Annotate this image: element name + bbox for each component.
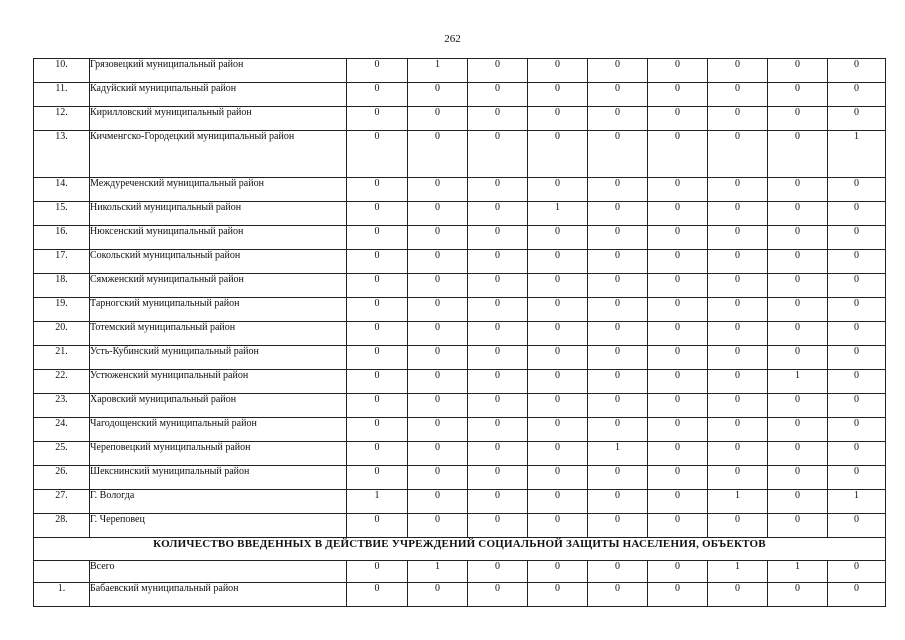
- value-cell: 0: [828, 322, 886, 346]
- value-cell: 0: [347, 322, 408, 346]
- value-cell: 0: [408, 394, 468, 418]
- value-cell: 0: [468, 178, 528, 202]
- district-name: Никольский муниципальный район: [90, 202, 347, 226]
- value-cell: 0: [528, 583, 588, 607]
- value-cell: 0: [528, 107, 588, 131]
- value-cell: 0: [347, 298, 408, 322]
- value-cell: 0: [347, 370, 408, 394]
- value-cell: 0: [828, 583, 886, 607]
- row-number: 1.: [34, 583, 90, 607]
- value-cell: 0: [468, 226, 528, 250]
- value-cell: 0: [408, 107, 468, 131]
- section-title: КОЛИЧЕСТВО ВВЕДЕННЫХ В ДЕЙСТВИЕ УЧРЕЖДЕНИЙ СОЦИАЛЬНОЙ ЗАЩИТЫ НАСЕЛЕНИЯ, ОБЪЕКТОВ: [34, 538, 886, 561]
- value-cell: 0: [408, 298, 468, 322]
- row-number: 27.: [34, 490, 90, 514]
- value-cell: 0: [588, 178, 648, 202]
- page-number: 262: [444, 33, 461, 45]
- value-cell: 0: [648, 561, 708, 583]
- value-cell: 0: [347, 346, 408, 370]
- value-cell: 1: [708, 561, 768, 583]
- value-cell: 0: [408, 322, 468, 346]
- value-cell: 0: [768, 583, 828, 607]
- value-cell: 0: [528, 370, 588, 394]
- value-cell: 0: [347, 59, 408, 83]
- value-cell: 0: [648, 202, 708, 226]
- table-row: [34, 274, 886, 298]
- value-cell: 0: [588, 561, 648, 583]
- row-number: 28.: [34, 514, 90, 538]
- value-cell: 0: [347, 202, 408, 226]
- table-row: [34, 561, 886, 583]
- district-name: Сокольский муниципальный район: [90, 250, 347, 274]
- table-row: [34, 322, 886, 346]
- value-cell: 0: [588, 250, 648, 274]
- value-cell: 0: [768, 418, 828, 442]
- table-row: [34, 346, 886, 370]
- value-cell: 0: [408, 178, 468, 202]
- value-cell: 0: [468, 202, 528, 226]
- value-cell: 0: [768, 466, 828, 490]
- value-cell: 0: [468, 83, 528, 107]
- table-row: [34, 107, 886, 131]
- value-cell: 0: [588, 107, 648, 131]
- value-cell: 0: [408, 442, 468, 466]
- value-cell: 0: [588, 346, 648, 370]
- row-number: 21.: [34, 346, 90, 370]
- value-cell: 0: [468, 394, 528, 418]
- district-name: Харовский муниципальный район: [90, 394, 347, 418]
- value-cell: 0: [648, 394, 708, 418]
- value-cell: 0: [468, 514, 528, 538]
- value-cell: 0: [828, 418, 886, 442]
- table-row: [34, 131, 886, 178]
- district-name: Чагодощенский муниципальный район: [90, 418, 347, 442]
- value-cell: 0: [468, 274, 528, 298]
- value-cell: 0: [347, 83, 408, 107]
- value-cell: 0: [648, 583, 708, 607]
- value-cell: 0: [708, 274, 768, 298]
- district-name: Г. Вологда: [90, 490, 347, 514]
- value-cell: 0: [648, 83, 708, 107]
- value-cell: 0: [528, 561, 588, 583]
- table-row: [34, 178, 886, 202]
- value-cell: 0: [708, 178, 768, 202]
- value-cell: 0: [768, 490, 828, 514]
- value-cell: 0: [828, 107, 886, 131]
- table-row: [34, 583, 886, 607]
- value-cell: 0: [528, 226, 588, 250]
- value-cell: 0: [708, 370, 768, 394]
- value-cell: 0: [468, 131, 528, 178]
- value-cell: 0: [648, 418, 708, 442]
- value-cell: 0: [588, 370, 648, 394]
- table-row: [34, 298, 886, 322]
- value-cell: 0: [528, 178, 588, 202]
- value-cell: 0: [588, 131, 648, 178]
- value-cell: 0: [648, 322, 708, 346]
- value-cell: 0: [528, 131, 588, 178]
- value-cell: 0: [408, 202, 468, 226]
- row-number: 25.: [34, 442, 90, 466]
- value-cell: 0: [708, 298, 768, 322]
- value-cell: 0: [648, 131, 708, 178]
- value-cell: 0: [408, 514, 468, 538]
- value-cell: 0: [468, 370, 528, 394]
- value-cell: 0: [768, 394, 828, 418]
- value-cell: 0: [828, 346, 886, 370]
- row-number: 24.: [34, 418, 90, 442]
- value-cell: 0: [708, 107, 768, 131]
- statistics-table: [33, 58, 886, 607]
- district-name: Тотемский муниципальный район: [90, 322, 347, 346]
- value-cell: 0: [708, 394, 768, 418]
- value-cell: 0: [347, 250, 408, 274]
- value-cell: 0: [768, 250, 828, 274]
- value-cell: 0: [588, 202, 648, 226]
- value-cell: 0: [528, 83, 588, 107]
- table-row: [34, 490, 886, 514]
- district-name: Кичменгско-Городецкий муниципальный район: [90, 131, 347, 178]
- value-cell: 0: [528, 394, 588, 418]
- table-row: [34, 226, 886, 250]
- district-name: Кирилловский муниципальный район: [90, 107, 347, 131]
- value-cell: 0: [468, 466, 528, 490]
- district-name: Нюксенский муниципальный район: [90, 226, 347, 250]
- value-cell: 0: [648, 226, 708, 250]
- row-number: 15.: [34, 202, 90, 226]
- value-cell: 0: [648, 346, 708, 370]
- value-cell: 0: [468, 298, 528, 322]
- row-number: 26.: [34, 466, 90, 490]
- value-cell: 1: [828, 131, 886, 178]
- value-cell: 0: [347, 178, 408, 202]
- value-cell: 0: [708, 322, 768, 346]
- value-cell: 0: [528, 466, 588, 490]
- value-cell: 0: [708, 131, 768, 178]
- value-cell: 1: [528, 202, 588, 226]
- value-cell: 0: [347, 418, 408, 442]
- value-cell: 0: [468, 346, 528, 370]
- value-cell: 0: [648, 250, 708, 274]
- value-cell: 0: [708, 59, 768, 83]
- value-cell: 0: [588, 298, 648, 322]
- value-cell: 0: [648, 466, 708, 490]
- district-name: Междуреченский муниципальный район: [90, 178, 347, 202]
- value-cell: 0: [588, 83, 648, 107]
- value-cell: 0: [347, 466, 408, 490]
- value-cell: 0: [468, 561, 528, 583]
- value-cell: 0: [648, 298, 708, 322]
- value-cell: 0: [528, 442, 588, 466]
- value-cell: 0: [708, 418, 768, 442]
- value-cell: 0: [468, 107, 528, 131]
- value-cell: 1: [408, 59, 468, 83]
- district-name: Сямженский муниципальный район: [90, 274, 347, 298]
- value-cell: 0: [588, 226, 648, 250]
- table-row: [34, 394, 886, 418]
- value-cell: 0: [708, 83, 768, 107]
- district-name: Устюженский муниципальный район: [90, 370, 347, 394]
- table-body: [34, 59, 886, 607]
- district-name: Грязовецкий муниципальный район: [90, 59, 347, 83]
- value-cell: 0: [347, 394, 408, 418]
- row-number: 11.: [34, 83, 90, 107]
- value-cell: 0: [408, 346, 468, 370]
- value-cell: 0: [347, 442, 408, 466]
- value-cell: 0: [648, 370, 708, 394]
- value-cell: 0: [408, 226, 468, 250]
- value-cell: 0: [708, 346, 768, 370]
- value-cell: 0: [588, 490, 648, 514]
- value-cell: 0: [648, 514, 708, 538]
- value-cell: 0: [768, 83, 828, 107]
- value-cell: 0: [648, 490, 708, 514]
- value-cell: 0: [768, 442, 828, 466]
- value-cell: 0: [347, 131, 408, 178]
- value-cell: 0: [828, 250, 886, 274]
- value-cell: 0: [408, 583, 468, 607]
- row-number: 22.: [34, 370, 90, 394]
- value-cell: 0: [528, 418, 588, 442]
- value-cell: 1: [828, 490, 886, 514]
- value-cell: 0: [528, 59, 588, 83]
- value-cell: 0: [708, 250, 768, 274]
- value-cell: 0: [408, 490, 468, 514]
- row-number: 14.: [34, 178, 90, 202]
- value-cell: 0: [768, 178, 828, 202]
- value-cell: 0: [768, 202, 828, 226]
- value-cell: 0: [828, 466, 886, 490]
- row-number: 18.: [34, 274, 90, 298]
- value-cell: 0: [347, 583, 408, 607]
- value-cell: 0: [528, 514, 588, 538]
- value-cell: 0: [588, 274, 648, 298]
- district-name: Бабаевский муниципальный район: [90, 583, 347, 607]
- value-cell: 0: [768, 322, 828, 346]
- value-cell: 1: [768, 370, 828, 394]
- value-cell: 0: [768, 131, 828, 178]
- value-cell: 0: [347, 107, 408, 131]
- value-cell: 0: [588, 394, 648, 418]
- district-name: Кадуйский муниципальный район: [90, 83, 347, 107]
- value-cell: 0: [588, 59, 648, 83]
- value-cell: 0: [528, 346, 588, 370]
- value-cell: 0: [648, 107, 708, 131]
- value-cell: 0: [468, 322, 528, 346]
- value-cell: 0: [768, 107, 828, 131]
- value-cell: 1: [347, 490, 408, 514]
- row-number: 19.: [34, 298, 90, 322]
- row-number: 20.: [34, 322, 90, 346]
- district-name: Череповецкий муниципальный район: [90, 442, 347, 466]
- value-cell: 0: [828, 202, 886, 226]
- value-cell: 0: [828, 370, 886, 394]
- value-cell: 0: [768, 346, 828, 370]
- value-cell: 0: [648, 59, 708, 83]
- table-row: [34, 370, 886, 394]
- value-cell: 0: [768, 226, 828, 250]
- value-cell: 0: [768, 59, 828, 83]
- value-cell: 0: [528, 250, 588, 274]
- value-cell: 0: [828, 514, 886, 538]
- value-cell: 0: [708, 466, 768, 490]
- value-cell: 0: [708, 583, 768, 607]
- value-cell: 0: [408, 418, 468, 442]
- value-cell: 0: [648, 178, 708, 202]
- district-name: Шекснинский муниципальный район: [90, 466, 347, 490]
- value-cell: 1: [588, 442, 648, 466]
- value-cell: 1: [708, 490, 768, 514]
- value-cell: 0: [828, 178, 886, 202]
- value-cell: 0: [468, 583, 528, 607]
- value-cell: 0: [347, 226, 408, 250]
- table-row: [34, 59, 886, 83]
- value-cell: 0: [347, 514, 408, 538]
- value-cell: 0: [828, 59, 886, 83]
- value-cell: 0: [588, 514, 648, 538]
- value-cell: 0: [828, 561, 886, 583]
- value-cell: 0: [528, 274, 588, 298]
- row-number: 13.: [34, 131, 90, 178]
- row-number: 23.: [34, 394, 90, 418]
- value-cell: 0: [468, 250, 528, 274]
- value-cell: 0: [708, 226, 768, 250]
- table-row: [34, 466, 886, 490]
- district-name: Г. Череповец: [90, 514, 347, 538]
- value-cell: 0: [528, 490, 588, 514]
- value-cell: 0: [708, 202, 768, 226]
- value-cell: 0: [828, 83, 886, 107]
- value-cell: 0: [347, 274, 408, 298]
- value-cell: 1: [408, 561, 468, 583]
- value-cell: 0: [408, 83, 468, 107]
- table-row: [34, 250, 886, 274]
- value-cell: 0: [828, 298, 886, 322]
- value-cell: 0: [528, 298, 588, 322]
- value-cell: 0: [528, 322, 588, 346]
- row-number: 16.: [34, 226, 90, 250]
- value-cell: 0: [828, 226, 886, 250]
- value-cell: 0: [468, 442, 528, 466]
- district-name: Усть-Кубинский муниципальный район: [90, 346, 347, 370]
- table-row: [34, 514, 886, 538]
- district-name: Всего: [90, 561, 347, 583]
- value-cell: 0: [708, 442, 768, 466]
- value-cell: 0: [708, 514, 768, 538]
- value-cell: 0: [588, 583, 648, 607]
- row-number: 17.: [34, 250, 90, 274]
- value-cell: 0: [828, 274, 886, 298]
- table-row: [34, 202, 886, 226]
- row-number: 12.: [34, 107, 90, 131]
- value-cell: 0: [468, 59, 528, 83]
- value-cell: 1: [768, 561, 828, 583]
- value-cell: 0: [347, 561, 408, 583]
- value-cell: 0: [648, 442, 708, 466]
- district-name: Тарногский муниципальный район: [90, 298, 347, 322]
- value-cell: 0: [408, 370, 468, 394]
- section-header-row: [34, 538, 886, 561]
- value-cell: 0: [408, 250, 468, 274]
- value-cell: 0: [768, 274, 828, 298]
- value-cell: 0: [408, 466, 468, 490]
- value-cell: 0: [588, 418, 648, 442]
- value-cell: 0: [408, 131, 468, 178]
- value-cell: 0: [768, 514, 828, 538]
- row-number: [34, 561, 90, 583]
- value-cell: 0: [768, 298, 828, 322]
- value-cell: 0: [828, 442, 886, 466]
- value-cell: 0: [588, 322, 648, 346]
- value-cell: 0: [828, 394, 886, 418]
- table-row: [34, 83, 886, 107]
- value-cell: 0: [468, 418, 528, 442]
- table-row: [34, 442, 886, 466]
- row-number: 10.: [34, 59, 90, 83]
- value-cell: 0: [408, 274, 468, 298]
- value-cell: 0: [588, 466, 648, 490]
- table-row: [34, 418, 886, 442]
- value-cell: 0: [648, 274, 708, 298]
- value-cell: 0: [468, 490, 528, 514]
